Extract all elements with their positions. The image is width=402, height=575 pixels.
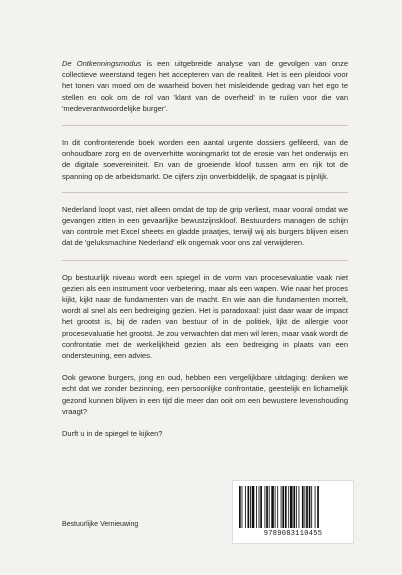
barcode-bar [242, 486, 243, 528]
barcode-bar [271, 486, 274, 528]
barcode-bar [259, 486, 260, 528]
barcode-bar [290, 486, 293, 528]
barcode-bar [265, 486, 266, 528]
barcode-bar [315, 486, 316, 528]
paragraph-dossiers: In dit confronterende boek worden een aantal urgente dossiers gefileerd, van de onhoudbare zorg en de oververhitte woningmarkt tot de erosie van het onderwijs en de digitale soevereiniteit. En van de groeiende kloof tussen arm en rijk tot de spanning op de arbeidsmarkt. De cijfers zijn onverbiddelijk, de spagaat is pijnlijk. [62, 138, 348, 181]
barcode-bar [282, 486, 284, 528]
blurb [62, 58, 348, 450]
barcode-bar [317, 486, 319, 528]
divider [62, 260, 348, 261]
intro-paragraph [62, 58, 348, 114]
barcode-bar [256, 486, 257, 528]
isbn-number: 9789083110455 [263, 530, 323, 538]
intro-text: is een uitgebreide analyse van de gevolgen van onze collectieve weerstand tegen het accepteren van de realiteit. Het is een pleidooi voor het tonen van moed om de waarheid boven het misleidende gedrag van het ego te stellen en ook om de rol van 'klant van de overheid' in te ruilen voor die van 'medeverantwoordelijke burger'. [62, 59, 348, 113]
barcode-bar [288, 486, 289, 528]
barcode-bar [304, 486, 305, 528]
barcode-bar [285, 486, 287, 528]
divider [62, 192, 348, 193]
paragraph-nederland: Nederland loopt vast, niet alleen omdat de top de grip verliest, maar vooral omdat we gevangen zitten in een gevaarlijke bewustzijnskloof. Bestuurders managen de schijn van controle met Excel sheets en gladde praatjes, terwijl wij als burgers blijven eisen dat de 'geluksmachine Nederland' elk ongemak voor ons zal verwijderen. [62, 204, 348, 248]
barcode-bar [306, 486, 308, 528]
barcode-bar [266, 486, 268, 528]
barcode-bar [269, 486, 270, 528]
barcode-bar [299, 486, 300, 528]
paragraph-bestuurlijk: Op bestuurlijk niveau wordt een spiegel in de vorm van procesevaluatie vaak niet gezien als een instrument voor verbetering, maar als een wapen. Wie naar het proces kijkt, kijkt naar de fundamenten van de macht. En wie aan die fundamenten morrelt, wordt al snel als een bedreiging gezien. Het is paradoxaal: juist daar waar de impact het grootst is, bij de raden van bestuur of in de politiek, lijkt de allergie voor procesevaluatie het grootst. Je zou verwachten dat men wil leren, maar vaak wordt de confrontatie met de werkelijkheid gezien als een bedreiging in plaats van een ondersteuning, een advies. [62, 272, 348, 361]
barcode-bars [239, 486, 347, 528]
barcode-bar [277, 486, 278, 528]
barcode-bar [260, 486, 262, 528]
barcode-bar [239, 486, 241, 528]
barcode [232, 480, 354, 544]
barcode-bar [275, 486, 276, 528]
barcode-bar [281, 486, 282, 528]
barcode-bar [245, 486, 246, 528]
book-title: De Ontkenningsmodus [62, 59, 142, 68]
closing-question: Durft u in de spiegel te kijken? [62, 429, 163, 439]
barcode-bar [293, 486, 295, 528]
publisher-name: Bestuurlijke Vernieuwing [62, 521, 139, 528]
barcode-bar [248, 486, 250, 528]
barcode-bar [296, 486, 297, 528]
divider [62, 125, 348, 126]
barcode-bar [302, 486, 304, 528]
barcode-bar [252, 486, 255, 528]
paragraph-burgers: Ook gewone burgers, jong en oud, hebben een vergelijkbare uitdaging: denken we echt dat we zonder bezinning, een persoonlijke confrontatie, geestelijk en lichamelijk gezond kunnen blijven in een tijd die meer dan ooit om een bewustere levenshouding vraagt? [62, 373, 348, 416]
barcode-bar [250, 486, 251, 528]
barcode-bar [311, 486, 312, 528]
barcode-bar [309, 486, 311, 528]
